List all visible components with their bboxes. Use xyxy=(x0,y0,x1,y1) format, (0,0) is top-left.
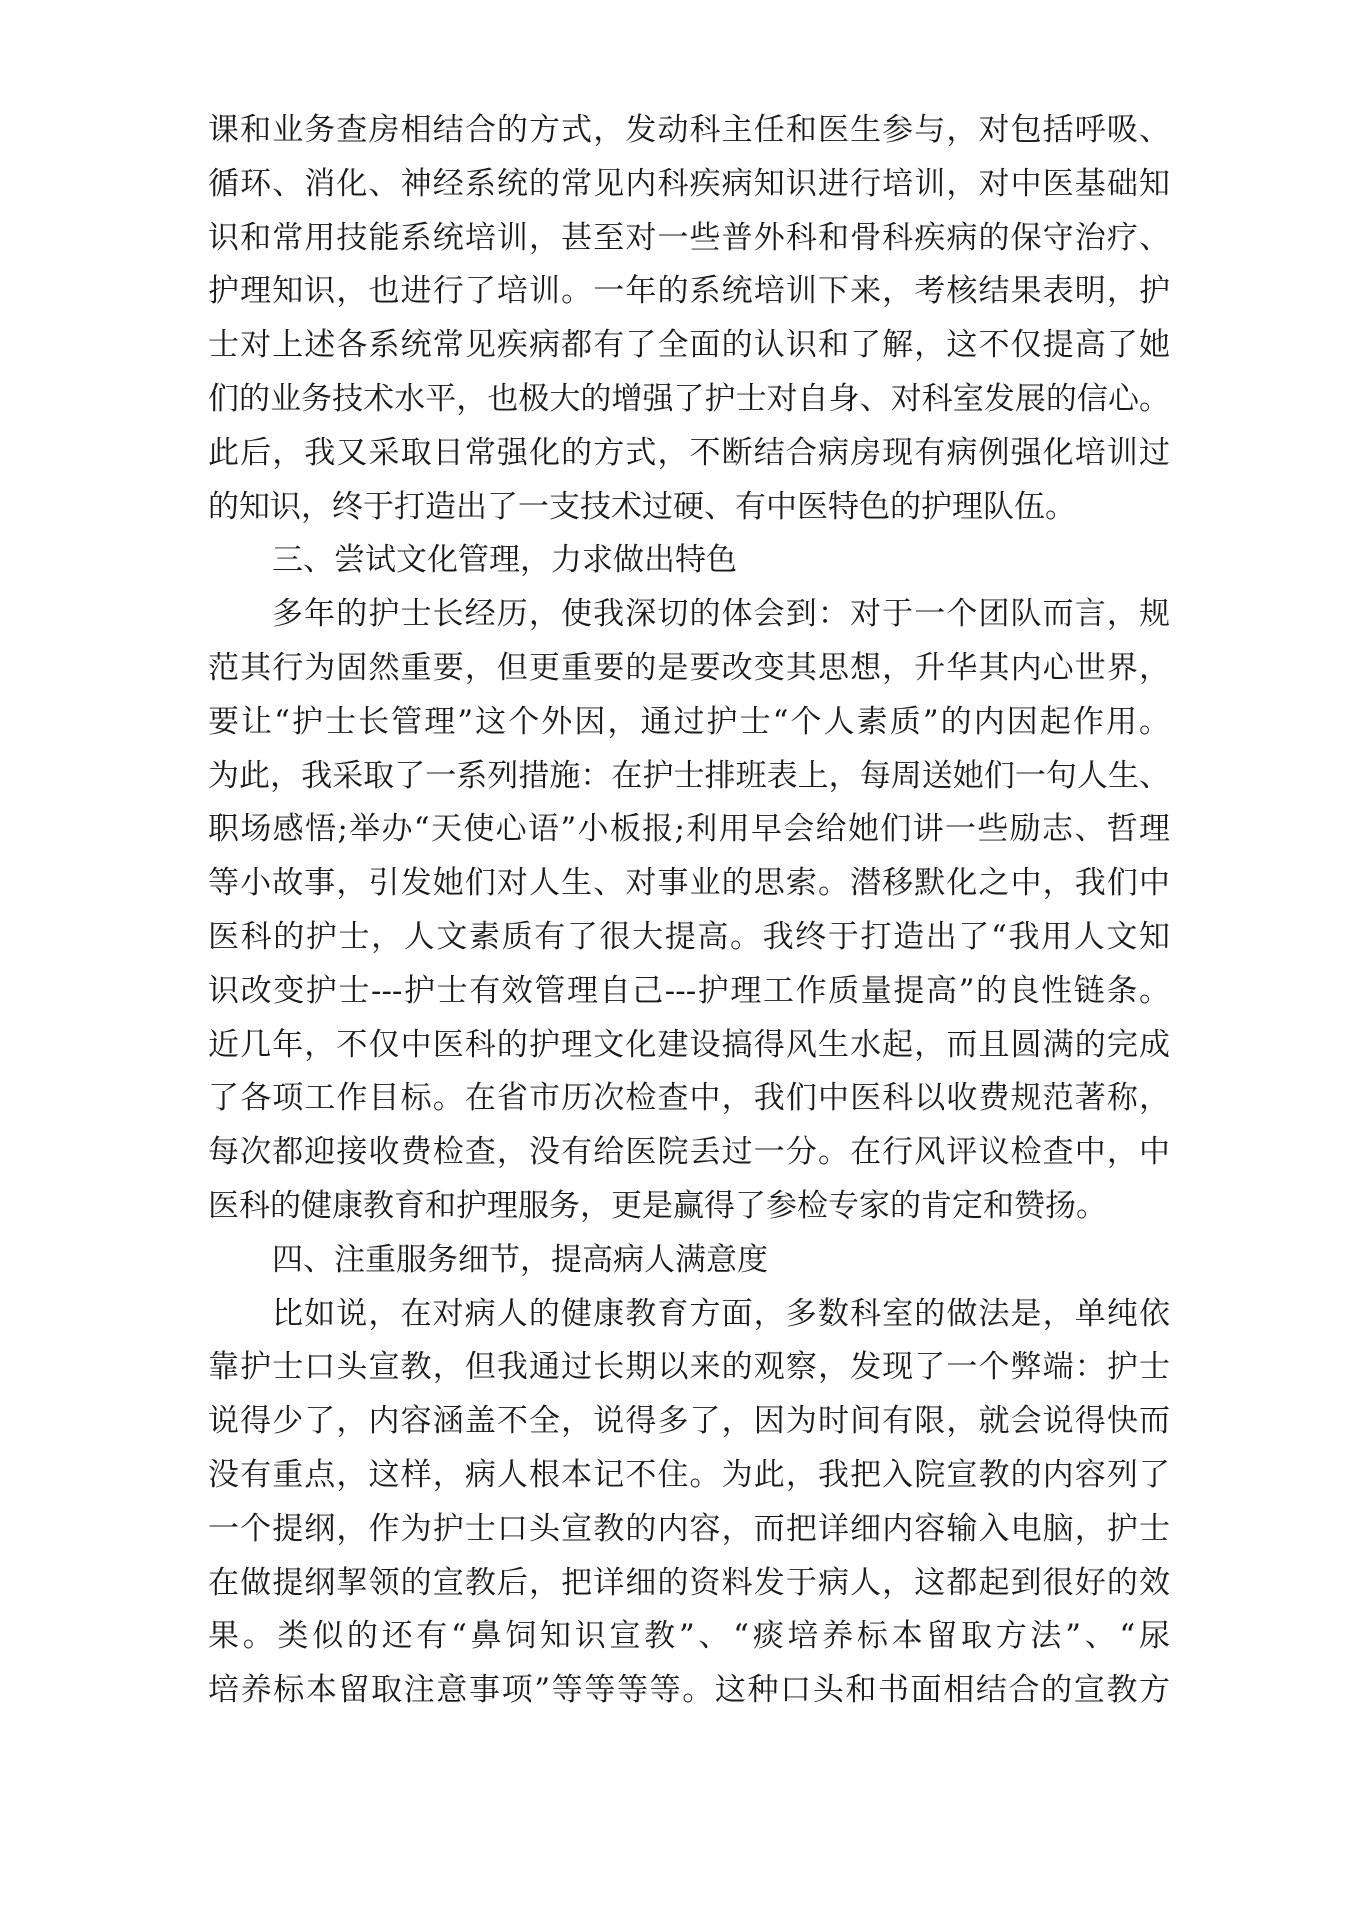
text-line: 没有重点，这样，病人根本记不住。为此，我把入院宣教的内容列了 xyxy=(208,1456,1170,1493)
text-line: 要让“护士长管理”这个外因，通过护士“个人素质”的内因起作用。 xyxy=(208,703,1170,740)
text-line: 此后，我又采取日常强化的方式，不断结合病房现有病例强化培训过 xyxy=(208,434,1170,471)
text-line: 医科的护士，人文素质有了很大提高。我终于打造出了“我用人文知 xyxy=(208,918,1170,955)
text-line: 等小故事，引发她们对人生、对事业的思索。潜移默化之中，我们中 xyxy=(208,865,1170,902)
text-line: 果。类似的还有“鼻饲知识宣教”、“痰培养标本留取方法”、“尿 xyxy=(208,1618,1170,1655)
text-line: 为此，我采取了一系列措施：在护士排班表上，每周送她们一句人生、 xyxy=(208,757,1170,794)
text-line: 了各项工作目标。在省市历次检查中，我们中医科以收费规范著称， xyxy=(208,1080,1170,1117)
text-line: 循环、消化、神经系统的常见内科疾病知识进行培训，对中医基础知 xyxy=(208,165,1170,202)
text-line: 士对上述各系统常见疾病都有了全面的认识和了解，这不仅提高了她 xyxy=(208,327,1170,364)
section-heading: 四、注重服务细节，提高病人满意度 xyxy=(272,1241,768,1278)
text-line: 课和业务查房相结合的方式，发动科主任和医生参与，对包括呼吸、 xyxy=(208,112,1170,148)
text-line: 医科的健康教育和护理服务，更是赢得了参检专家的肯定和赞扬。 xyxy=(208,1187,1107,1224)
text-line: 说得少了，内容涵盖不全，说得多了，因为时间有限，就会说得快而 xyxy=(208,1403,1170,1440)
text-line: 一个提纲，作为护士口头宣教的内容，而把详细内容输入电脑，护士 xyxy=(208,1510,1170,1547)
section-heading: 三、尝试文化管理，力求做出特色 xyxy=(272,542,737,579)
text-line: 多年的护士长经历，使我深切的体会到：对于一个团队而言，规 xyxy=(272,596,1170,633)
text-line: 识和常用技能系统培训，甚至对一些普外科和骨科疾病的保守治疗、 xyxy=(208,219,1170,256)
text-line: 比如说，在对病人的健康教育方面，多数科室的做法是，单纯依 xyxy=(272,1295,1170,1332)
text-line: 培养标本留取注意事项”等等等等。这种口头和书面相结合的宣教方 xyxy=(208,1672,1170,1709)
text-line: 职场感悟;举办“天使心语”小板报;利用早会给她们讲一些励志、哲理 xyxy=(208,811,1170,848)
text-line: 护理知识，也进行了培训。一年的系统培训下来，考核结果表明，护 xyxy=(208,273,1170,310)
text-line: 识改变护士---护士有效管理自己---护理工作质量提高”的良性链条。 xyxy=(208,972,1170,1009)
text-line: 们的业务技术水平，也极大的增强了护士对自身、对科室发展的信心。 xyxy=(208,380,1170,417)
document-body xyxy=(208,104,1170,1718)
text-line: 靠护士口头宣教，但我通过长期以来的观察，发现了一个弊端：护士 xyxy=(208,1349,1170,1386)
text-line: 的知识，终于打造出了一支技术过硬、有中医特色的护理队伍。 xyxy=(208,488,1076,525)
text-line: 近几年，不仅中医科的护理文化建设搞得风生水起，而且圆满的完成 xyxy=(208,1026,1170,1063)
text-line: 每次都迎接收费检查，没有给医院丢过一分。在行风评议检查中，中 xyxy=(208,1134,1170,1171)
text-line: 范其行为固然重要，但更重要的是要改变其思想，升华其内心世界， xyxy=(208,649,1170,686)
text-line: 在做提纲挈领的宣教后，把详细的资料发于病人，这都起到很好的效 xyxy=(208,1564,1170,1601)
